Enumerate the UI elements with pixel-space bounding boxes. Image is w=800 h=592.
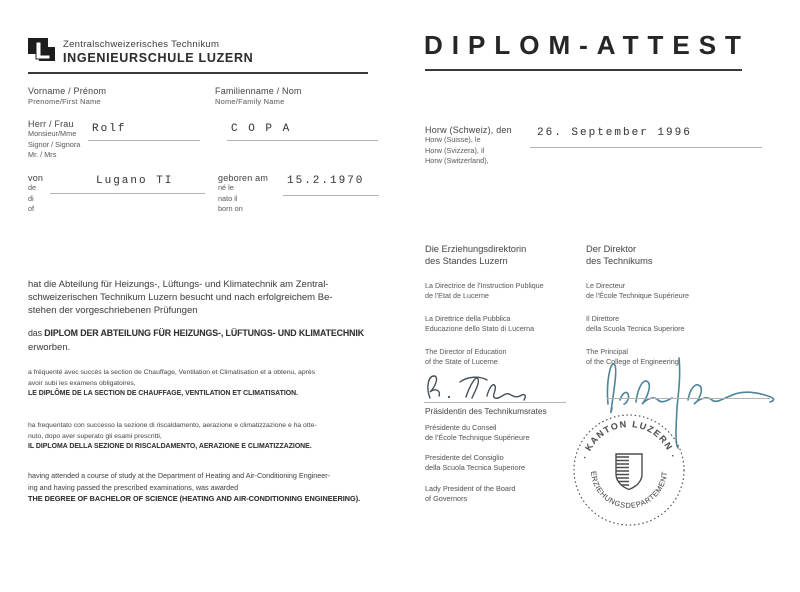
first-name-value: Rolf <box>92 123 127 135</box>
body-french-line2: avoir subi les examens obligatoires, <box>28 379 136 387</box>
place-date-sub-it: Horw (Svizzera), il <box>425 145 485 155</box>
body-french-line1: a fréquenté avec succès la section de Chauffage, Ventilation et Climatisation et a obtenu, après <box>28 369 316 376</box>
director-it-line1: Il Direttore <box>586 314 620 323</box>
first-name-underline <box>88 140 200 141</box>
vorname-label-sub: Prenome/First Name <box>28 97 101 106</box>
born-main: geboren am <box>218 173 269 183</box>
origin-value: Lugano TI <box>96 175 174 187</box>
kanton-luzern-stamp <box>566 408 692 532</box>
von-sub-fr: de <box>28 183 37 192</box>
salutation-sub-it: Signor / Signora <box>28 139 81 149</box>
official-en-line2: of the State of Lucerne <box>425 357 498 366</box>
signature-president <box>420 366 570 406</box>
president-label-fr-line2: de l’École Technique Supérieure <box>425 433 530 442</box>
family-name-underline <box>227 140 378 141</box>
award-french: LE DIPLÔME DE LA SECTION DE CHAUFFAGE, VENTILATION ET CLIMATISATION. <box>28 390 299 397</box>
award-german <box>28 328 364 338</box>
director-en-line1: The Principal <box>586 347 628 356</box>
body-italian-line1: ha frequentato con successo la sezione di riscaldamento, aerazione e climatizzazione e ha otte- <box>28 422 317 429</box>
body-english-line1: having attended a course of study at the Department of Heating and Air-Conditioning Engineer- <box>28 471 331 480</box>
director-fr-line1: Le Directeur <box>586 281 626 290</box>
von-sub-en: of <box>28 204 35 213</box>
school-name-line1: Zentralschweizerisches Technikum <box>63 39 220 50</box>
born-sub-en: born on <box>218 204 243 213</box>
place-date-main: Horw (Schweiz), den <box>425 125 512 135</box>
school-logo-icon <box>28 38 58 66</box>
official-de-line1: Die Erziehungsdirektorin <box>425 244 527 254</box>
award-german-prefix: das <box>28 328 42 338</box>
president-label-de: Präsidentin des Technikumsrates <box>425 406 547 416</box>
title-rule <box>425 69 742 71</box>
director-de-line1: Der Direktor <box>586 244 637 254</box>
vorname-label <box>28 86 106 107</box>
place-date-sub-fr: Horw (Suisse), le <box>425 135 481 144</box>
header-rule <box>28 72 368 74</box>
salutation-label <box>28 119 80 161</box>
school-name-line2: INGENIEURSCHULE LUZERN <box>63 51 254 65</box>
von-sub-it: di <box>28 193 34 203</box>
born-label <box>218 173 268 215</box>
place-date-label <box>425 125 512 167</box>
born-sub-fr: né le <box>218 183 234 192</box>
award-german-bold: DIPLOM DER ABTEILUNG FÜR HEIZUNGS-, LÜFTUNGS- UND KLIMATECHNIK <box>44 328 365 338</box>
official-fr-line1: La Directrice de l’Instruction Publique <box>425 281 544 290</box>
vorname-label-main: Vorname / Prénom <box>28 86 107 96</box>
von-label <box>28 173 43 215</box>
director-de-line2: des Technikums <box>586 256 653 266</box>
familienname-label-main: Familienname / Nom <box>215 86 302 96</box>
family-name-value: C O P A <box>231 123 292 135</box>
von-main: von <box>28 173 44 183</box>
salutation-sub-fr: Monsieur/Mme <box>28 129 77 138</box>
body-english-line2: ing and having passed the prescribed examinations, was awarded <box>28 482 239 492</box>
president-label-fr-line1: Présidente du Conseil <box>425 423 497 432</box>
official-fr-line2: de l’Etat de Lucerne <box>425 291 489 300</box>
body-german-line2: schweizerischen Technikum Luzern besucht und nach erfolgreichem Be- <box>28 292 333 303</box>
birthdate-value: 15.2.1970 <box>287 175 365 187</box>
president-label-it-line1: Presidente del Consiglio <box>425 453 504 462</box>
date-underline <box>530 147 762 148</box>
body-french <box>28 368 388 400</box>
signature-president-underline <box>424 402 566 403</box>
body-german-line3: stehen der vorgeschriebenen Prüfungen <box>28 305 198 316</box>
familienname-label <box>215 86 302 107</box>
stamp-bottom-text: ERZIEHUNGSDEPARTEMENT <box>588 470 670 511</box>
official-de-line2: des Standes Luzern <box>425 256 508 266</box>
president-label-en-line1: Lady President of the Board <box>425 484 516 493</box>
body-italian <box>28 421 388 453</box>
official-en-line1: The Director of Education <box>425 347 507 356</box>
page-title: DIPLOM-ATTEST <box>424 30 750 60</box>
familienname-label-sub: Nome/Family Name <box>215 97 285 106</box>
body-german-line1: hat die Abteilung für Heizungs-, Lüftungs- und Klimatechnik am Zentral- <box>28 279 329 290</box>
official-it-line1: La Direttrice della Pubblica <box>425 314 511 323</box>
school-name <box>63 39 253 65</box>
award-italian: IL DIPLOMA DELLA SEZIONE DI RISCALDAMENTO, AERAZIONE E CLIMATIZZAZIONE. <box>28 443 312 450</box>
salutation-sub-en: Mr. / Mrs <box>28 150 57 159</box>
signature-director-underline <box>607 398 770 399</box>
body-english <box>28 470 388 505</box>
place-date-sub-en: Horw (Switzerland), <box>425 156 489 165</box>
body-italian-line2: nuto, dopo aver superato gli esami prescritti, <box>28 432 162 440</box>
origin-underline <box>50 193 205 194</box>
president-label-en-line2: of Governors <box>425 494 468 503</box>
born-sub-it: nato il <box>218 193 238 203</box>
date-value: 26. September 1996 <box>537 127 692 139</box>
director-it-line2: della Scuola Tecnica Superiore <box>586 324 685 333</box>
president-label-it-line2: della Scuola Tecnica Superiore <box>425 463 526 472</box>
director-fr-line2: de l’École Technique Supérieure <box>586 291 689 300</box>
award-german-suffix: erworben. <box>28 342 71 353</box>
salutation-main: Herr / Frau <box>28 119 74 129</box>
award-english: THE DEGREE OF BACHELOR OF SCIENCE (HEATING AND AIR-CONDITIONING ENGINEERING). <box>28 494 361 503</box>
birthdate-underline <box>283 195 379 196</box>
lucerne-shield-icon <box>616 454 642 490</box>
director-en-line2: of the College of Engineering <box>586 357 679 366</box>
official-it-line2: Educazione dello Stato di Lucerna <box>425 324 535 333</box>
stamp-top-text: · KANTON LUZERN · <box>579 418 679 461</box>
body-german <box>28 278 380 317</box>
